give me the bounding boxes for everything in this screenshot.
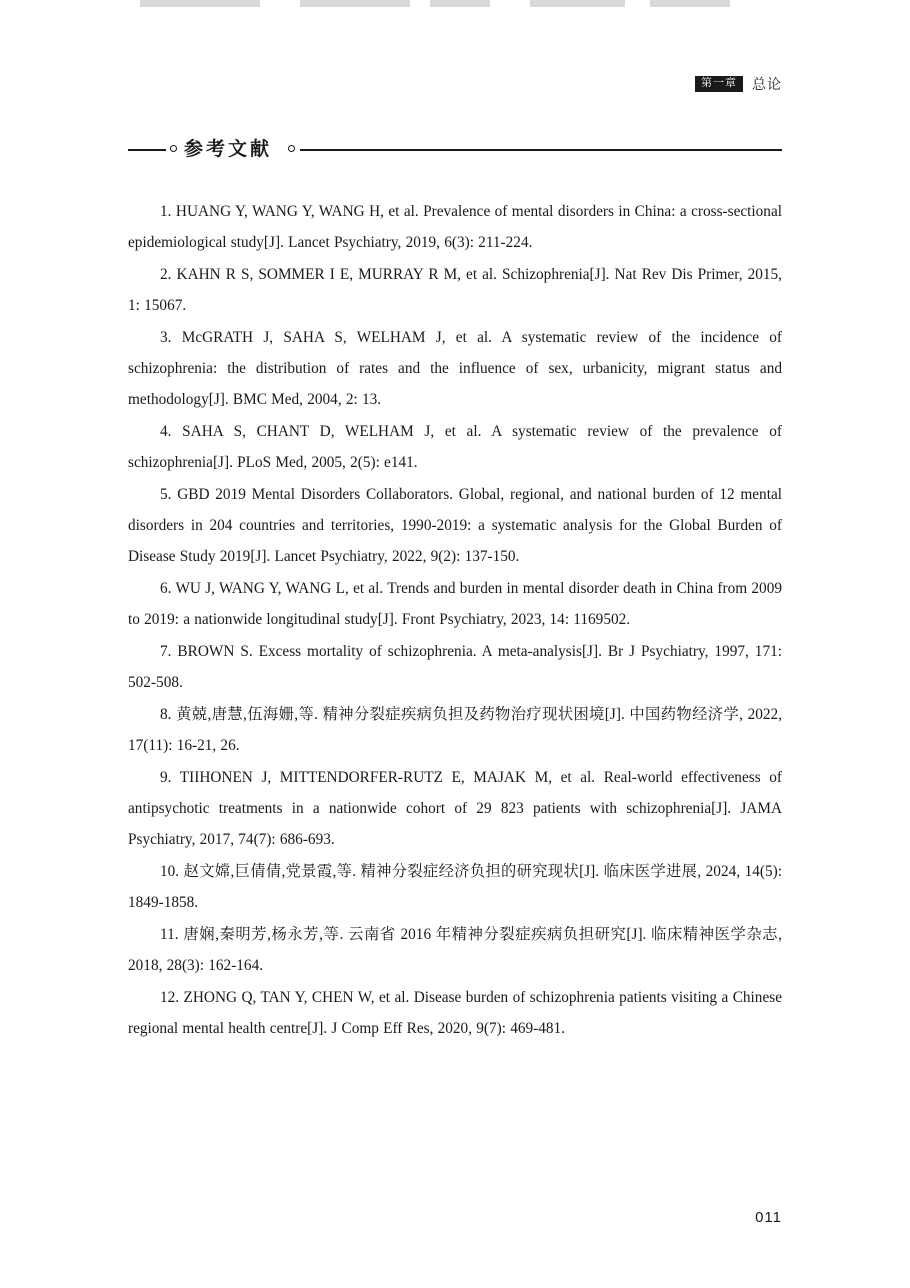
reference-item: 12. ZHONG Q, TAN Y, CHEN W, et al. Disease burden of schizophrenia patients visiting a Chinese regional mental health centre[J]. J Comp Eff Res, 2020, 9(7): 469-481. [128, 989, 782, 1037]
reference-item: 5. GBD 2019 Mental Disorders Collaborators. Global, regional, and national burden of 12 mental disorders in 204 countries and territories, 1990-2019: a systematic analysis for the Global Burden of Disease Study 2019[J]. Lancet Psychiatry, 2022, 9(2): 137-150. [128, 486, 782, 565]
reference-item: 10. 赵文嫦,巨倩倩,党景霞,等. 精神分裂症经济负担的研究现状[J]. 临床医学进展, 2024, 14(5): 1849-1858. [128, 863, 782, 911]
section-heading [128, 132, 782, 164]
heading-rule-right [300, 149, 782, 151]
running-head-title: 总论 [752, 78, 782, 93]
heading-dot-right-icon [288, 145, 295, 152]
reference-item: 4. SAHA S, CHANT D, WELHAM J, et al. A systematic review of the prevalence of schizophrenia[J]. PLoS Med, 2005, 2(5): e141. [128, 423, 782, 471]
reference-list [128, 196, 782, 1045]
page-title: 参考文献 [184, 139, 273, 160]
reference-item: 6. WU J, WANG Y, WANG L, et al. Trends and burden in mental disorder death in China from 2009 to 2019: a nationwide longitudinal study[J]. Front Psychiatry, 2023, 14: 1169502. [128, 580, 782, 628]
reference-item: 1. HUANG Y, WANG Y, WANG H, et al. Prevalence of mental disorders in China: a cross-sectional epidemiological study[J]. Lancet Psychiatry, 2019, 6(3): 211-224. [128, 203, 782, 251]
chapter-badge: 第一章 [695, 76, 743, 92]
reference-item: 11. 唐娴,秦明芳,杨永芳,等. 云南省 2016 年精神分裂症疾病负担研究[J]. 临床精神医学杂志, 2018, 28(3): 162-164. [128, 926, 782, 974]
scan-artifact-strip [0, 0, 910, 10]
reference-item: 7. BROWN S. Excess mortality of schizophrenia. A meta-analysis[J]. Br J Psychiatry, 1997, 171: 502-508. [128, 643, 782, 691]
running-head [695, 74, 782, 94]
reference-item: 8. 黄兢,唐慧,伍海姗,等. 精神分裂症疾病负担及药物治疗现状困境[J]. 中国药物经济学, 2022, 17(11): 16-21, 26. [128, 706, 782, 754]
reference-item: 3. McGRATH J, SAHA S, WELHAM J, et al. A systematic review of the incidence of schizophrenia: the distribution of rates and the influence of sex, urbanicity, migrant status and methodology[J]. BMC Med, 2004, 2: 13. [128, 329, 782, 408]
heading-rule-left [128, 149, 166, 151]
reference-item: 2. KAHN R S, SOMMER I E, MURRAY R M, et al. Schizophrenia[J]. Nat Rev Dis Primer, 2015, 1: 15067. [128, 266, 782, 314]
heading-dot-left-icon [170, 145, 177, 152]
reference-item: 9. TIIHONEN J, MITTENDORFER-RUTZ E, MAJAK M, et al. Real-world effectiveness of antipsychotic treatments in a nationwide cohort of 29 823 patients with schizophrenia[J]. JAMA Psychiatry, 2017, 74(7): 686-693. [128, 769, 782, 848]
page-number: 011 [755, 1209, 782, 1226]
